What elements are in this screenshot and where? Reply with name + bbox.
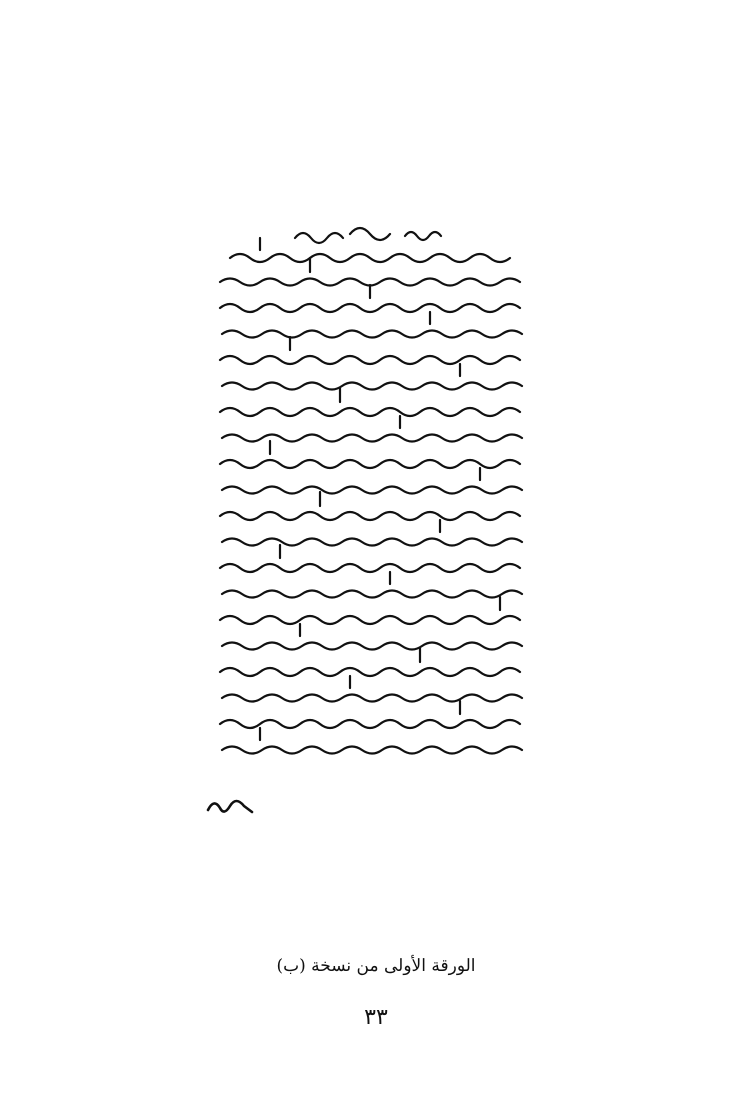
manuscript-folio-image	[200, 210, 540, 830]
figure-caption: الورقة الأولى من نسخة (ب)	[276, 956, 476, 976]
page-number: ٣٣	[364, 1005, 388, 1030]
handwritten-manuscript-drawing	[200, 210, 540, 830]
